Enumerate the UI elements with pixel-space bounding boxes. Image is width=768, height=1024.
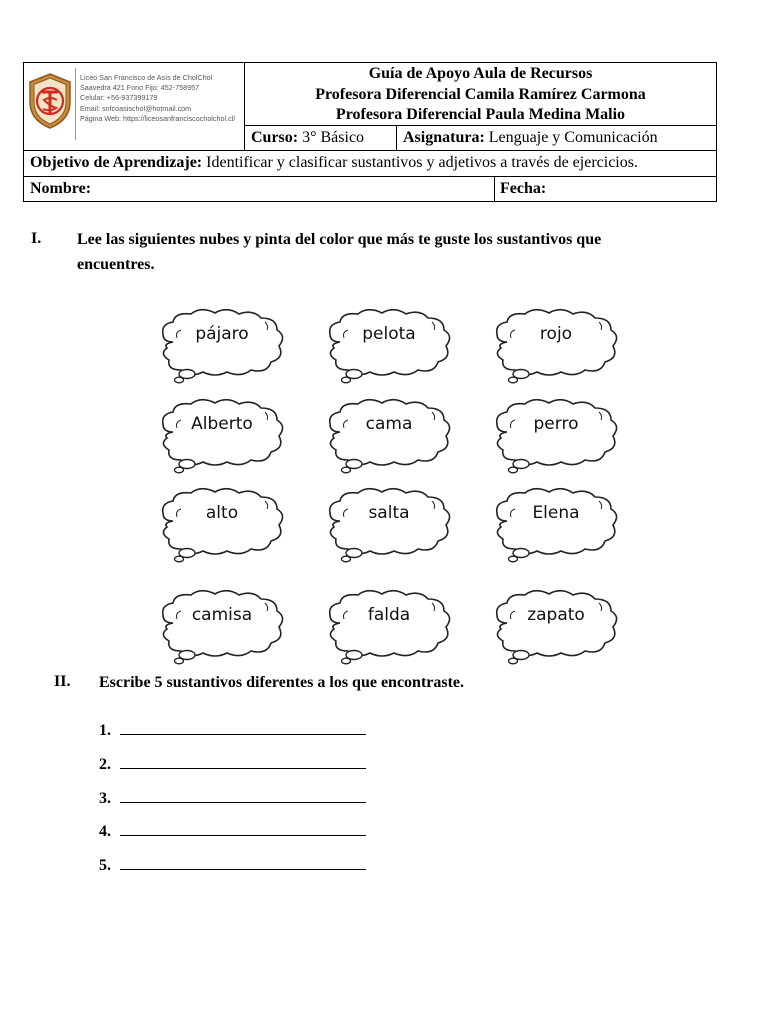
answer-line-2[interactable] bbox=[99, 754, 366, 774]
objetivo-value: Identificar y clasificar sustantivos y adjetivos a través de ejercicios. bbox=[206, 154, 638, 171]
cloud-label: pájaro bbox=[195, 324, 249, 344]
asignatura-field bbox=[403, 129, 658, 147]
cloud-label: pelota bbox=[362, 324, 416, 344]
nombre-label: Nombre: bbox=[30, 180, 92, 197]
cloud-label: alto bbox=[205, 503, 239, 523]
answer-line-5[interactable] bbox=[99, 855, 366, 875]
cloud-shape bbox=[155, 398, 289, 474]
cloud-shape bbox=[322, 589, 456, 665]
school-phone: Celular: +56-937399179 bbox=[80, 93, 158, 103]
instruction-line: encuentres. bbox=[77, 256, 155, 273]
cloud-shape bbox=[489, 398, 623, 474]
cloud-label: cama bbox=[365, 414, 413, 434]
cloud-word[interactable] bbox=[322, 398, 456, 474]
section-2-instruction: Escribe 5 sustantivos diferentes a los que encontraste. bbox=[99, 674, 465, 691]
cloud-shape bbox=[322, 487, 456, 563]
cloud-label: Alberto bbox=[191, 414, 253, 434]
cloud-label: zapato bbox=[527, 605, 585, 625]
answer-number: 4. bbox=[99, 823, 111, 840]
cloud-word[interactable] bbox=[322, 589, 456, 665]
fecha-field[interactable] bbox=[500, 180, 546, 198]
divider bbox=[494, 176, 495, 202]
divider bbox=[23, 176, 717, 177]
divider bbox=[23, 150, 717, 151]
answer-line-1[interactable] bbox=[99, 720, 366, 740]
curso-field bbox=[251, 129, 364, 147]
divider bbox=[75, 68, 76, 140]
cloud-word[interactable] bbox=[322, 308, 456, 384]
school-website: Página Web: https://liceosanfranciscocholchol.cl/ bbox=[80, 113, 236, 123]
asignatura-label: Asignatura: bbox=[403, 129, 485, 146]
answer-blank[interactable] bbox=[120, 788, 366, 803]
nombre-field[interactable] bbox=[30, 180, 91, 198]
cloud-shape bbox=[155, 589, 289, 665]
section-1-instruction bbox=[77, 227, 697, 277]
answer-number: 3. bbox=[99, 790, 111, 807]
cloud-shape bbox=[489, 308, 623, 384]
cloud-word[interactable] bbox=[489, 589, 623, 665]
answer-blank[interactable] bbox=[120, 720, 366, 735]
curso-value: 3° Básico bbox=[302, 129, 365, 146]
school-address: Saavedra 421 Fono Fijo: 452-758957 bbox=[80, 83, 200, 93]
section-1-number: I. bbox=[31, 230, 42, 247]
answer-blank[interactable] bbox=[120, 855, 366, 870]
cloud-shape bbox=[155, 487, 289, 563]
cloud-shape bbox=[155, 308, 289, 384]
cloud-word[interactable] bbox=[155, 589, 289, 665]
curso-label: Curso: bbox=[251, 129, 299, 146]
cloud-label: perro bbox=[533, 414, 579, 434]
cloud-word[interactable] bbox=[489, 487, 623, 563]
cloud-shape bbox=[322, 398, 456, 474]
answer-blank[interactable] bbox=[120, 754, 366, 769]
answer-number: 5. bbox=[99, 857, 111, 874]
objetivo-label: Objetivo de Aprendizaje: bbox=[30, 154, 203, 171]
school-email: Email: snfcoasischol@hotmail.com bbox=[80, 103, 192, 113]
section-2-number: II. bbox=[54, 673, 71, 690]
answer-line-3[interactable] bbox=[99, 788, 366, 808]
cloud-word[interactable] bbox=[489, 308, 623, 384]
title-line: Profesora Diferencial Camila Ramírez Carmona bbox=[315, 85, 646, 103]
cloud-shape bbox=[322, 308, 456, 384]
fecha-label: Fecha: bbox=[500, 180, 547, 197]
cloud-label: camisa bbox=[191, 605, 253, 625]
objetivo-field bbox=[30, 154, 638, 172]
cloud-label: rojo bbox=[539, 324, 573, 344]
school-info bbox=[24, 63, 244, 150]
instruction-line: Lee las siguientes nubes y pinta del color que más te guste los sustantivos que bbox=[77, 231, 602, 248]
answer-number: 2. bbox=[99, 756, 111, 773]
cloud-shape bbox=[489, 487, 623, 563]
cloud-word[interactable] bbox=[155, 487, 289, 563]
cloud-word[interactable] bbox=[155, 308, 289, 384]
cloud-shape bbox=[489, 589, 623, 665]
cloud-label: Elena bbox=[532, 503, 580, 523]
school-contact bbox=[80, 73, 235, 124]
cloud-word[interactable] bbox=[322, 487, 456, 563]
school-logo bbox=[28, 72, 72, 130]
answer-blank[interactable] bbox=[120, 821, 366, 836]
cloud-label: falda bbox=[367, 605, 411, 625]
divider bbox=[396, 125, 397, 151]
cloud-word[interactable] bbox=[155, 398, 289, 474]
title-line: Profesora Diferencial Paula Medina Malio bbox=[335, 106, 626, 123]
cloud-label: salta bbox=[368, 503, 410, 523]
asignatura-value: Lenguaje y Comunicación bbox=[488, 129, 658, 146]
answer-line-4[interactable] bbox=[99, 821, 366, 841]
title-line: Guía de Apoyo Aula de Recursos bbox=[368, 65, 593, 82]
school-name: Liceo San Francisco de Asís de CholChol bbox=[80, 73, 213, 82]
cloud-word[interactable] bbox=[489, 398, 623, 474]
guide-title bbox=[245, 64, 716, 126]
answer-number: 1. bbox=[99, 722, 111, 739]
